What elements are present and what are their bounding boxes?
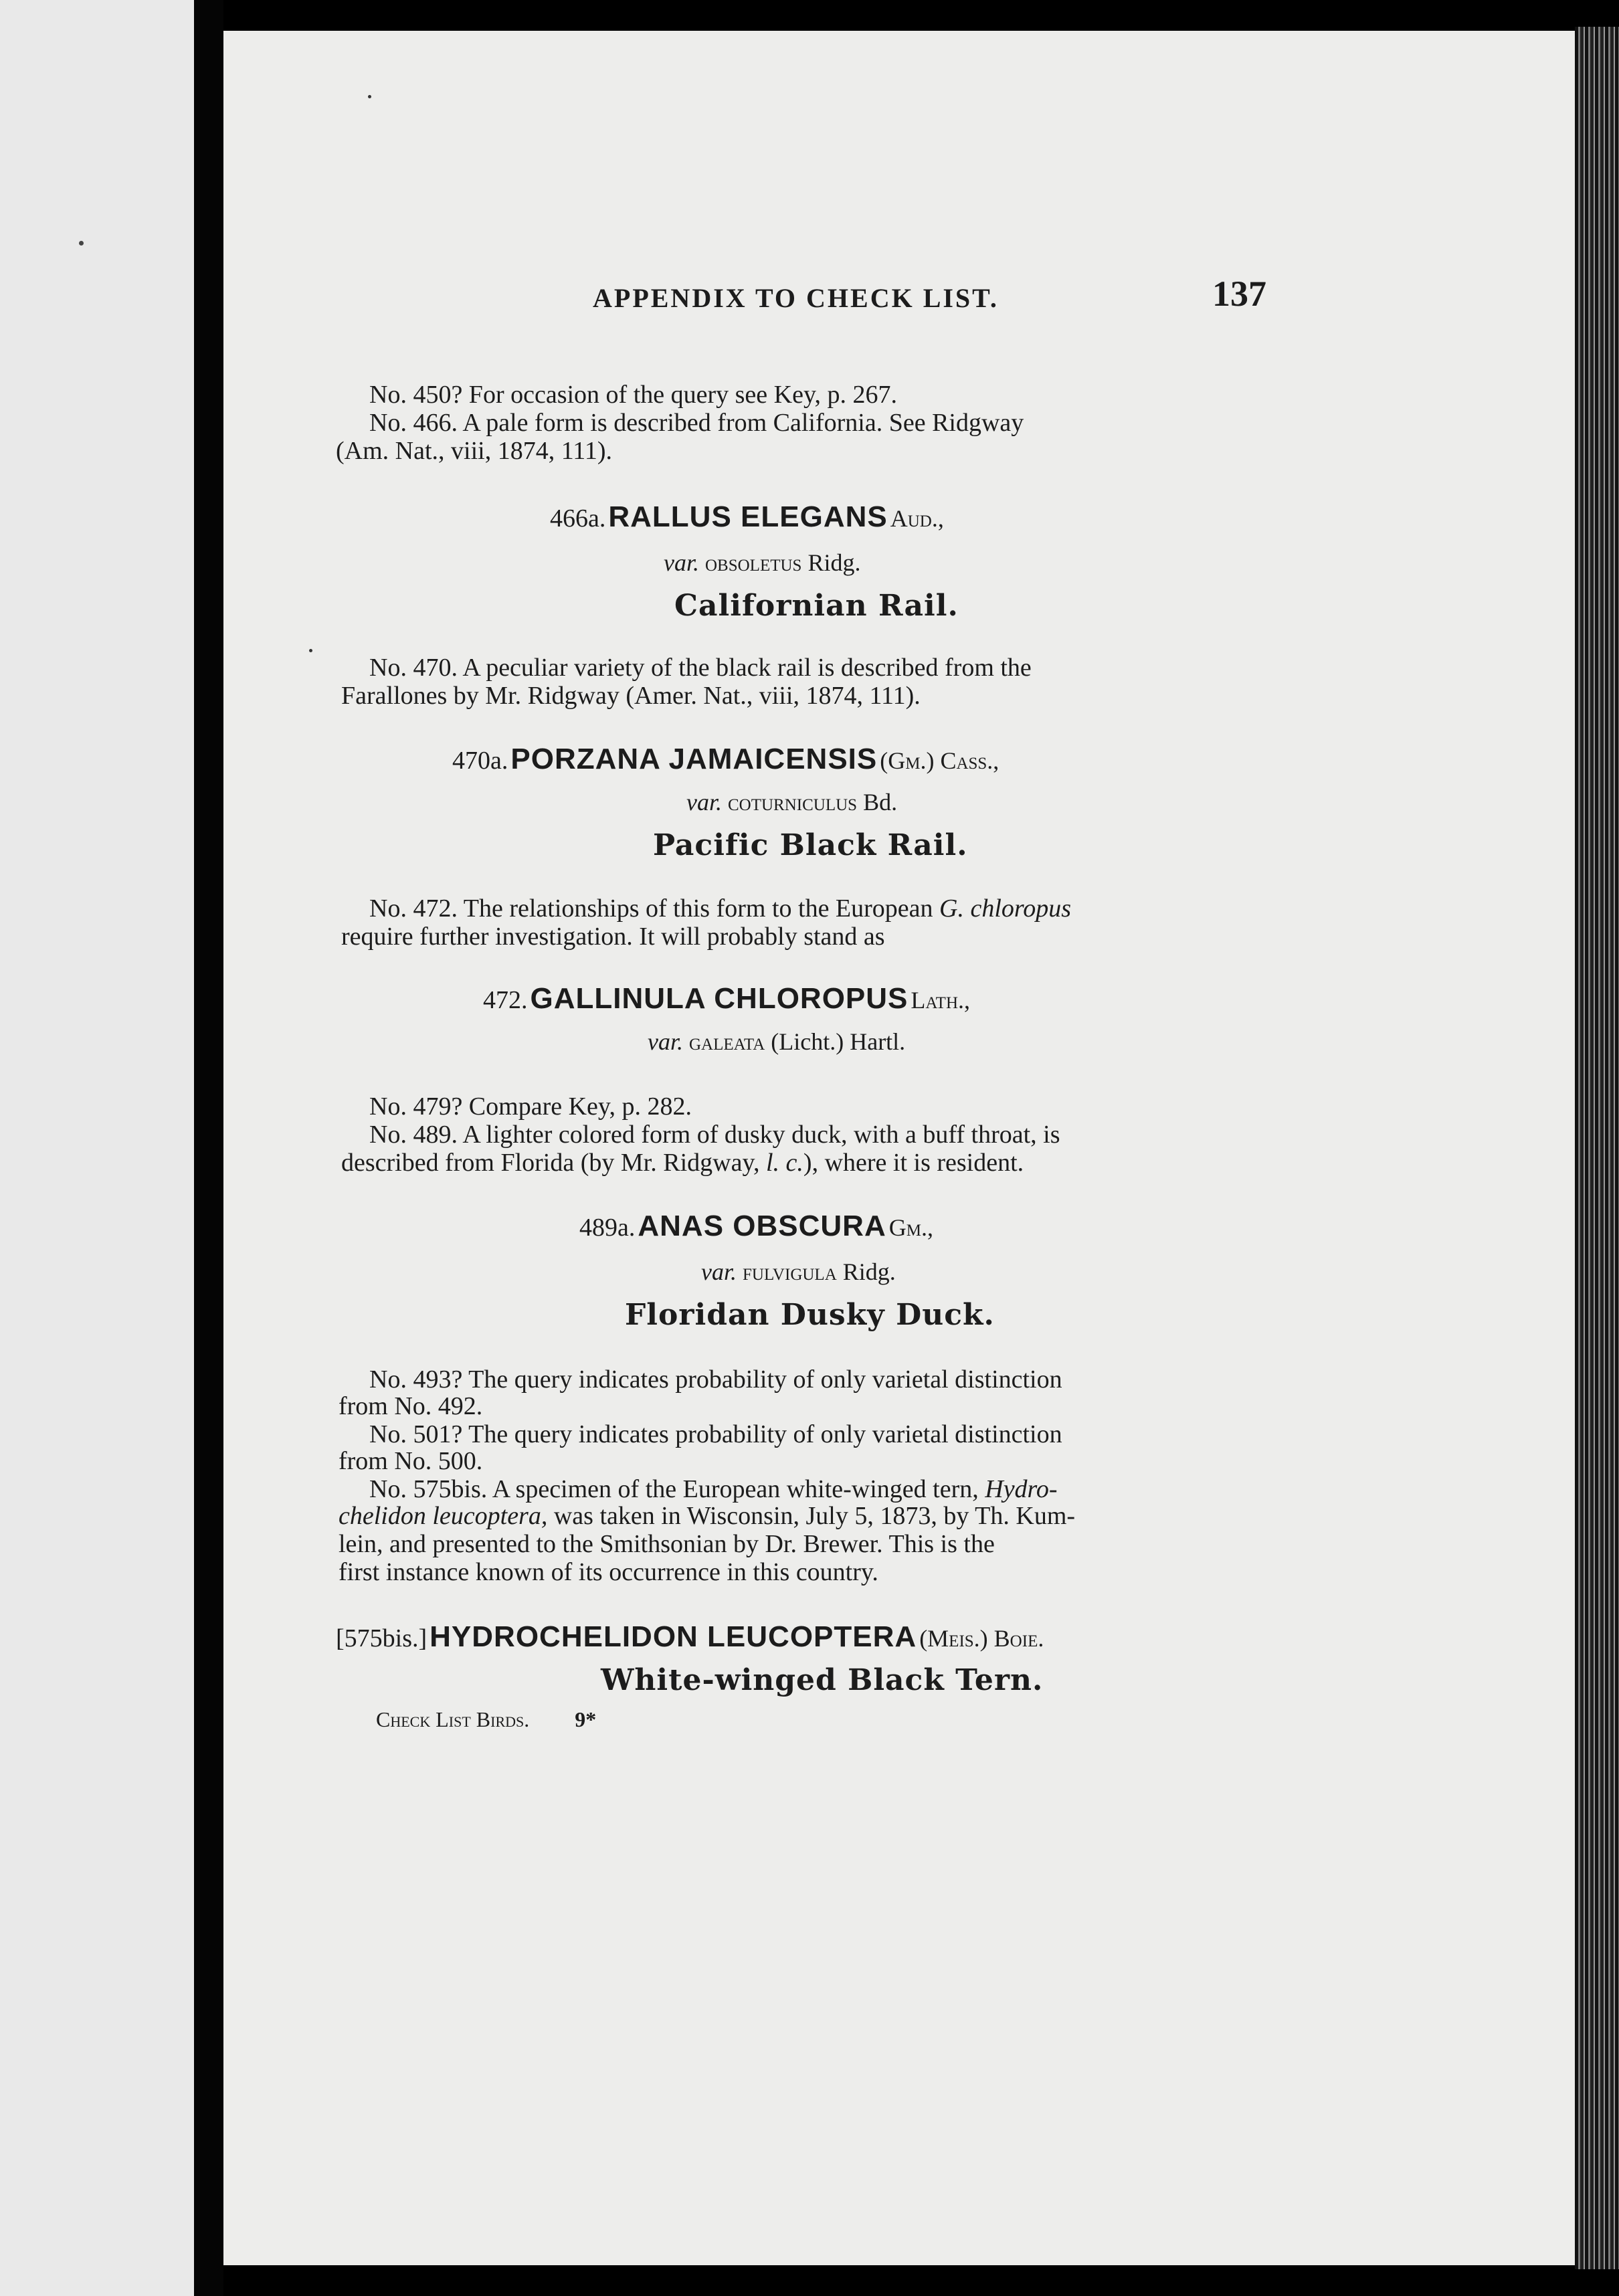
page-number: 137 (1212, 274, 1266, 314)
page-edges (1575, 27, 1619, 2269)
variety-name: coturniculus (728, 789, 858, 816)
facing-page (0, 0, 194, 2296)
speck (79, 241, 84, 246)
var-label: var. (664, 549, 699, 576)
note-493-line1: No. 493? The query indicates probability of only varietal distinction (369, 1365, 1062, 1394)
note-472-text: No. 472. The relationships of this form to the European (369, 894, 933, 923)
var-label: var. (701, 1258, 737, 1285)
speck (309, 649, 312, 652)
note-466-line1: No. 466. A pale form is described from California. See Ridgway (369, 409, 1024, 437)
species-name: ANAS OBSCURA (638, 1210, 886, 1242)
species-heading-489a (579, 1210, 933, 1243)
common-name-575bis: White-winged Black Tern. (601, 1663, 1044, 1697)
var-label: var. (648, 1028, 683, 1055)
note-575-line2 (339, 1501, 1488, 1531)
note-501-line1: No. 501? The query indicates probability of only varietal distinction (369, 1420, 1062, 1448)
speck (368, 95, 371, 98)
common-name-470a: Pacific Black Rail. (653, 828, 968, 862)
note-472-line2: require further investigation. It will probably stand as (341, 923, 885, 951)
species-name: PORZANA JAMAICENSIS (510, 743, 878, 775)
species-name: HYDROCHELIDON LEUCOPTERA (430, 1620, 917, 1653)
variety-name: galeata (689, 1028, 765, 1055)
signature-mark: 9* (575, 1707, 597, 1731)
species-number: [575bis.] (336, 1624, 427, 1652)
species-heading-472 (483, 982, 970, 1016)
variety-author: Bd. (863, 789, 898, 816)
note-470-line1: No. 470. A peculiar variety of the black rail is described from the (369, 654, 1032, 682)
note-575-line1 (369, 1474, 1488, 1504)
note-575-text: was taken in Wisconsin, July 5, 1873, by Th. Kum- (553, 1502, 1076, 1530)
note-489-text: described from Florida (by Mr. Ridgway, (341, 1149, 760, 1177)
species-heading-466a (550, 500, 944, 534)
note-575-italic: Hydro- (985, 1475, 1058, 1503)
note-575-text: No. 575bis. A specimen of the European white-winged tern, (369, 1475, 979, 1503)
variety-name: obsoletus (705, 549, 802, 576)
species-author: (Gm.) Cass., (880, 747, 999, 774)
species-number: 489a. (579, 1214, 636, 1242)
note-489-line2 (341, 1148, 1024, 1177)
variety-line-489a (701, 1258, 896, 1286)
note-575-line4: first instance known of its occurrence in this country. (339, 1558, 878, 1586)
variety-author: Ridg. (842, 1258, 896, 1285)
note-493-line2: from No. 492. (339, 1392, 483, 1420)
species-number: 472. (483, 986, 528, 1014)
note-479: No. 479? Compare Key, p. 282. (369, 1092, 692, 1121)
variety-line-470a (686, 788, 897, 816)
note-489-italic: l. c. (765, 1149, 803, 1177)
species-number: 470a. (452, 747, 508, 775)
book-gutter (194, 0, 223, 2296)
species-name: GALLINULA CHLOROPUS (530, 982, 909, 1015)
signature-line (376, 1707, 596, 1732)
note-450: No. 450? For occasion of the query see Key, p. 267. (369, 381, 898, 409)
signature-title: Check List Birds. (376, 1707, 530, 1731)
variety-author: Ridg. (807, 549, 861, 576)
variety-line-472 (648, 1028, 905, 1056)
note-575-italic: chelidon leucoptera, (339, 1502, 548, 1530)
variety-line-466a (664, 549, 860, 577)
species-heading-470a (452, 743, 999, 776)
common-name-466a: Californian Rail. (674, 589, 959, 623)
note-575-line3: lein, and presented to the Smithsonian by Dr. Brewer. This is the (339, 1530, 995, 1558)
common-name-489a: Floridan Dusky Duck. (625, 1298, 995, 1332)
species-name: RALLUS ELEGANS (608, 500, 888, 533)
note-472-line1 (369, 894, 1493, 923)
note-470-line2: Farallones by Mr. Ridgway (Amer. Nat., viii, 1874, 111). (341, 682, 921, 710)
book-page (223, 31, 1575, 2265)
species-author: Aud., (890, 505, 944, 532)
running-title: APPENDIX TO CHECK LIST. (593, 283, 999, 313)
note-489-line1: No. 489. A lighter colored form of dusky duck, with a buff throat, is (369, 1121, 1060, 1149)
species-author: Gm., (888, 1214, 933, 1241)
note-472-italic: G. chloropus (939, 894, 1072, 923)
note-501-line2: from No. 500. (339, 1447, 483, 1475)
note-489-suffix: ), where it is resident. (803, 1149, 1024, 1177)
species-number: 466a. (550, 504, 606, 533)
variety-author: (Licht.) Hartl. (771, 1028, 906, 1055)
species-author: Lath., (911, 987, 971, 1014)
var-label: var. (686, 789, 722, 816)
species-heading-575bis (336, 1620, 1044, 1654)
variety-name: fulvigula (743, 1258, 837, 1285)
note-466-line2: (Am. Nat., viii, 1874, 111). (336, 437, 613, 465)
species-author: (Meis.) Boie. (919, 1625, 1044, 1652)
